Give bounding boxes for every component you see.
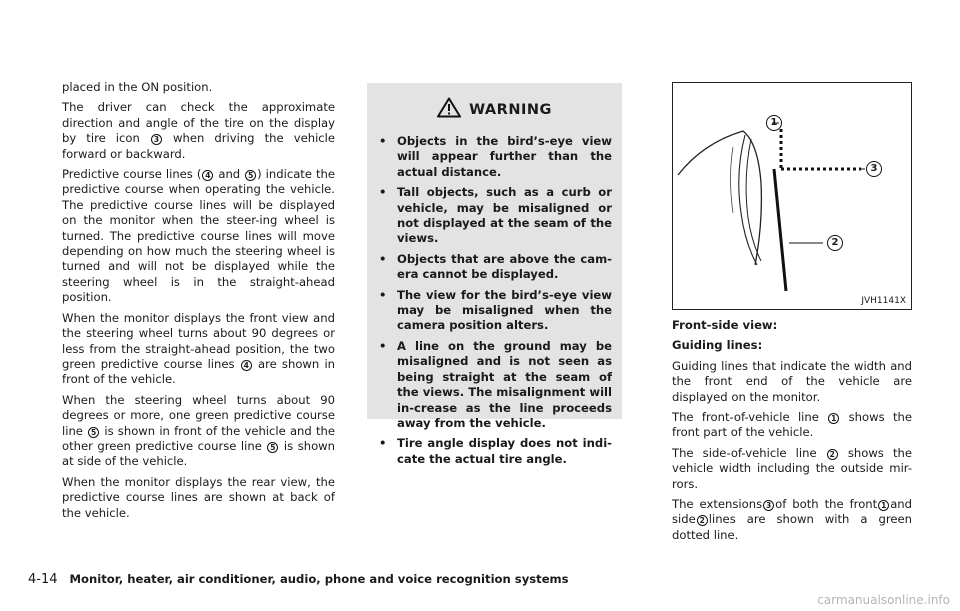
figure-callout-2: 2 <box>827 235 843 251</box>
callout-4: 4 <box>202 170 213 181</box>
watermark: carmanualsonline.info <box>817 593 950 607</box>
left-column <box>62 80 335 526</box>
warning-triangle-icon <box>437 97 461 122</box>
callout-2: 2 <box>697 515 708 526</box>
paragraph: placed in the ON position. <box>62 80 213 94</box>
callout-1: 1 <box>878 500 889 511</box>
warning-item: • Tall objects, such as a curb or vehicle, may be misaligned or not displayed at the seam of the views. <box>377 185 612 247</box>
warning-header <box>377 97 612 122</box>
callout-2: 2 <box>827 449 838 460</box>
paragraph: The driver can check the approximate direction and angle of the tire on the display by tire icon 3 when driving the vehicle forward or backward. <box>62 100 336 161</box>
figure-callout-1: 1 <box>766 115 782 131</box>
callout-5: 5 <box>245 170 256 181</box>
callout-5: 5 <box>267 442 278 453</box>
heading-guiding-lines: Guiding lines: <box>672 338 763 353</box>
figure-callout-3: 3 <box>866 161 882 177</box>
callout-3: 3 <box>151 134 162 145</box>
paragraph: When the monitor displays the front view and the steering wheel turns about 90 degrees or less from the straight-ahead position, the two green predictive course lines 4 are shown in front of the vehicle. <box>62 310 336 387</box>
warning-box <box>367 83 622 466</box>
figure-id: JVH1141X <box>861 296 906 306</box>
right-column <box>672 82 912 548</box>
chapter-title: Monitor, heater, air conditioner, audio, phone and voice recognition systems <box>69 572 569 586</box>
callout-1: 1 <box>828 413 839 424</box>
callout-3: 3 <box>763 500 774 511</box>
callout-5: 5 <box>88 427 99 438</box>
warning-item: • Objects that are above the cam-era cannot be displayed. <box>377 252 612 283</box>
heading-front-side-view: Front-side view: <box>672 318 778 332</box>
page-footer <box>28 572 569 587</box>
warning-item: • The view for the bird’s-eye view may be misaligned when the camera position alters. <box>377 288 612 334</box>
paragraph: The extensions 3 of both the front 1 and side 2 lines are shown with a green dotted line. <box>672 497 912 542</box>
warning-item: • Tire angle display does not indi-cate the actual tire angle. <box>377 436 612 467</box>
guiding-lines-figure <box>672 82 912 310</box>
warning-item: • Objects in the bird’s-eye view will appear further than the actual distance. <box>377 134 612 180</box>
middle-column <box>367 83 622 466</box>
page-number: 4-14 <box>28 572 58 587</box>
warning-list <box>377 134 612 467</box>
paragraph: When the steering wheel turns about 90 degrees or more, one green predictive course line 5 is shown in front of the vehicle and the other green predictive course line 5 is shown at side of the vehicle. <box>62 392 336 469</box>
warning-title: WARNING <box>469 101 552 118</box>
paragraph: The side-of-vehicle line 2 shows the vehicle width including the outside mir-rors. <box>672 445 912 491</box>
warning-item: • A line on the ground may be misaligned and is not seen as being straight at the seam of the views. The misalignment will in-crease as the line proceeds away from the vehicle. <box>377 339 612 431</box>
guiding-lines-illustration <box>673 83 911 309</box>
paragraph: The front-of-vehicle line 1 shows the front part of the vehicle. <box>672 410 912 440</box>
paragraph: When the monitor displays the rear view, the predictive course lines are shown at back of the vehicle. <box>62 474 335 520</box>
callout-4: 4 <box>241 360 252 371</box>
paragraph: Guiding lines that indicate the width and the front end of the vehicle are displayed on the monitor. <box>672 358 912 404</box>
paragraph: Predictive course lines ( 4 and 5 ) indicate the predictive course when operating the vehicle. The predictive course lines will be displayed on the monitor when the steer-ing wheel is turned. The predictive course lines will move depending on how much the steering wheel is turned and will not be displayed while the steering wheel is in the straight-ahead position. <box>62 167 336 305</box>
